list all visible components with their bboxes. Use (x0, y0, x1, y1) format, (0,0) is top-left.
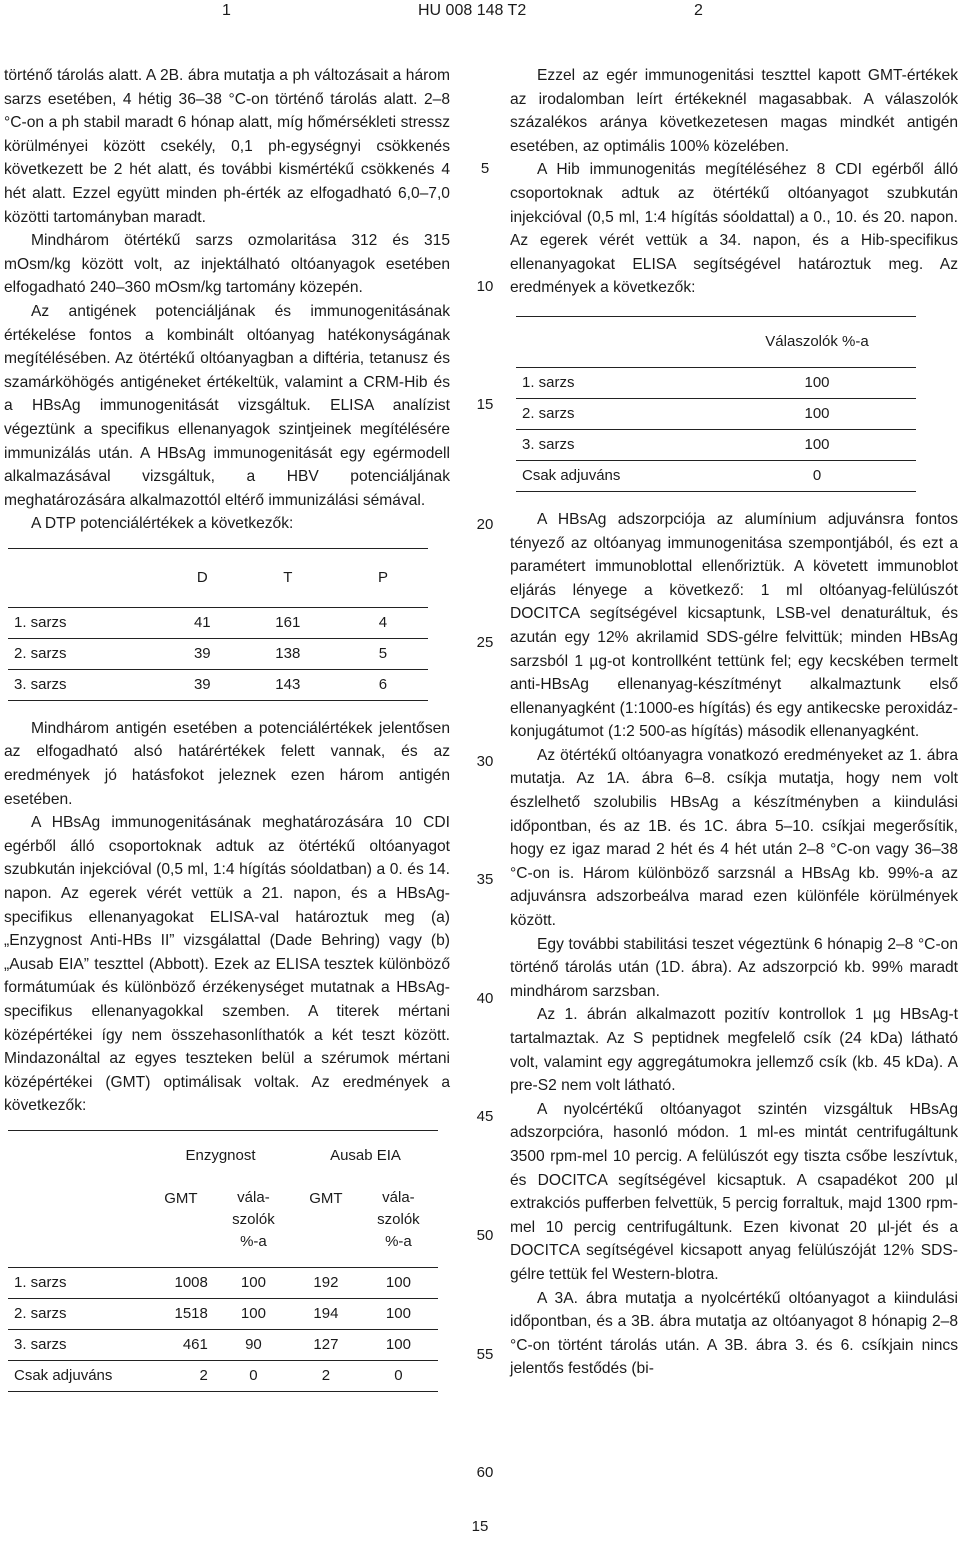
paragraph: A HBsAg adszorpciója az alumínium adjuvánsra fontos tényező az oltóanyag immunogenitása szempontjából, és ezt a paramétert immunoblottal ellenőriztük. A követett immunoblot eljárás lényege a következő: 1 ml oltóanyag-felülúszót DOCITCA segítségével kicsaptunk, LSB-vel denaturáltuk, és azután egy 12% akrilamid SDS-gélre felvittük; minden HBsAg sarzsból 1 µg-ot kontrollként tettünk fel; egy kecskében termelt anti-HBsAg ellenanyag-készítményt alkalmaztunk első ellenanyagként (1:1000-es hígítás) és egy antikecske peroxidáz-konjugátumot (1:2 500-as hígítás) második ellenanyagként. (510, 510, 958, 741)
group-header-enzygnost: Enzygnost (148, 1130, 293, 1181)
column-header-p: P (338, 548, 428, 607)
cell-responders: 100 (718, 367, 916, 398)
table-row (8, 669, 428, 700)
table-header-row (8, 1181, 438, 1268)
paragraph: Mindhárom antigén esetében a potenciálértékek jelentősen az elfogadható alsó határértékek felett vannak, és az eredmények jó hatásfokot jeleznek ezen három antigén esetében. (4, 719, 450, 808)
cell-ausab-gmt: 192 (293, 1267, 359, 1298)
cell-ausab-responders: 100 (359, 1329, 438, 1360)
header-document-id: HU 008 148 T2 (418, 2, 527, 19)
paragraph: A DTP potenciálértékek a következők: (31, 515, 294, 533)
cell-ausab-gmt: 194 (293, 1298, 359, 1329)
column-header-responders: Válaszolók %-a (718, 316, 916, 367)
line-number: 35 (476, 871, 494, 888)
cell-d: 39 (167, 638, 238, 669)
cell-enzygnost-responders: 90 (214, 1329, 293, 1360)
paragraph: Egy további stabilitási teszet végeztünk 6 hónapig 2–8 °C-on történő tárolás után (1D. ábra). Az adszorpció kb. 99% maradt mindhárom sarzsban. (510, 935, 958, 1000)
row-label: 1. sarzs (8, 1267, 148, 1298)
table-row (8, 1267, 438, 1298)
row-label: 1. sarzs (8, 607, 167, 638)
cell-p: 4 (338, 607, 428, 638)
line-number: 45 (476, 1108, 494, 1125)
table-row (8, 1360, 438, 1391)
row-label: 2. sarzs (8, 1298, 148, 1329)
table-row (8, 638, 428, 669)
cell-enzygnost-responders: 0 (214, 1360, 293, 1391)
paragraph: Az 1. ábrán alkalmazott pozitív kontrollok 1 µg HBsAg-t tartalmaztak. Az S peptidnek megfelelő csík (24 kDa) látható volt, valamint egy aggregátumokra jellemző csík (kb. 45 kDa). A pre-S2 nem volt látható. (510, 1006, 958, 1095)
row-label: 2. sarzs (516, 398, 718, 429)
cell-responders: 100 (718, 429, 916, 460)
table-row (516, 429, 916, 460)
cell-ausab-responders: 100 (359, 1267, 438, 1298)
column-header-t: T (238, 548, 338, 607)
table-row (516, 367, 916, 398)
dtp-potency-table (8, 548, 428, 701)
row-label: 3. sarzs (8, 1329, 148, 1360)
row-label: 3. sarzs (516, 429, 718, 460)
cell-d: 39 (167, 669, 238, 700)
header-left-page-number: 1 (222, 2, 231, 19)
cell-enzygnost-gmt: 461 (148, 1329, 214, 1360)
table-row (8, 1329, 438, 1360)
table-row (516, 460, 916, 491)
cell-enzygnost-gmt: 1008 (148, 1267, 214, 1298)
right-column (510, 64, 958, 1381)
column-header-responders: vála- szolók %-a (377, 1188, 420, 1250)
cell-t: 143 (238, 669, 338, 700)
column-header-gmt: GMT (164, 1189, 198, 1207)
table-header-row (8, 548, 428, 607)
paragraph: A HBsAg immunogenitásának meghatározására 10 CDI egérből álló csoportoknak adtuk az ötértékű oltóanyagot szubkután injekcióval (0,5 ml, 1:4 hígítás sóoldatban) a 0. és 14. napon. Az egerek vérét vettük a 21. napon, és a HBsAg-specifikus ellenanyagokat ELISA-val határoztuk meg (a) „Enzygnost Anti-HBs II” vizsgálattal (Dade Behring) vagy (b) „Ausab EIA” teszttel (Abbott). Ezek az ELISA tesztek különböző formátumúak és különböző érzékenységet mutatnak a HBsAg-specifikus ellenanyagokkal szemben. A titerek mértani középértékei így nem összehasonlíthatók a két teszt között. Mindazonáltal az egyes teszteken belül a szérumok mértani középértékei (GMT) optimálisak voltak. Az eredmények a következők: (4, 814, 450, 1115)
cell-ausab-gmt: 127 (293, 1329, 359, 1360)
row-label: 1. sarzs (516, 367, 718, 398)
cell-enzygnost-responders: 100 (214, 1298, 293, 1329)
hib-responders-table (516, 316, 916, 492)
paragraph: Ezzel az egér immunogenitási teszttel kapott GMT-értékek az irodalomban leírt értékeknél magasabbak. A válaszolók százalékos aránya következetesen magas mindkét antigén esetében, az optimális 100% közelében. (510, 67, 958, 155)
group-header-ausab: Ausab EIA (293, 1130, 438, 1181)
column-header-d: D (167, 548, 238, 607)
hbsag-immunogenicity-table (8, 1130, 438, 1392)
line-number: 30 (476, 753, 494, 770)
row-label: Csak adjuváns (516, 460, 718, 491)
table-row (516, 398, 916, 429)
row-label: Csak adjuváns (8, 1360, 148, 1391)
cell-ausab-gmt: 2 (293, 1360, 359, 1391)
table-row (8, 607, 428, 638)
cell-t: 138 (238, 638, 338, 669)
paragraph: Az ötértékű oltóanyagra vonatkozó eredményeket az 1. ábra mutatja. Az 1A. ábra 6–8. csíkja mutatja, hogy nem volt észlelhető szolubilis HBsAg a készítményben a kiindulási időpontban, és az 1B. és 1C. ábra 5–10. csíkjai megerősítik, hogy ez igaz marad 2 hét és 4 hét után 2–8 °C-on vagy 36–38 °C-on is. Három különböző sarzsnál a HBsAg kb. 99%-a az adjuvánsra adszorbeálva marad ezen különféle körülmények között. (510, 746, 958, 930)
cell-t: 161 (238, 607, 338, 638)
line-number: 20 (476, 516, 494, 533)
paragraph: Mindhárom ötértékű sarzs ozmolaritása 312 és 315 mOsm/kg között volt, az injektálható oltóanyagok esetében elfogadható 240–360 mOsm/kg tartomány közepén. (4, 232, 450, 297)
cell-responders: 100 (718, 398, 916, 429)
line-number: 50 (476, 1227, 494, 1244)
line-number: 55 (476, 1346, 494, 1363)
footer-page-number: 15 (471, 1518, 489, 1535)
row-label: 2. sarzs (8, 638, 167, 669)
line-number: 25 (476, 634, 494, 651)
cell-ausab-responders: 100 (359, 1298, 438, 1329)
cell-responders: 0 (718, 460, 916, 491)
table-row (8, 1298, 438, 1329)
paragraph: A Hib immunogenitás megítéléséhez 8 CDI egérből álló csoportoknak adtuk az ötértékű oltóanyagot szubkután injekcióval (0,5 ml, 1:4 hígítás sóoldattal) a 0., 10. és 20. napon. Az egerek vérét vettük a 34. napon, és a Hib-specifikus ellenanyagokat ELISA segítségével határoztuk meg. Az eredmények a következők: (510, 161, 958, 297)
table-header-row (516, 316, 916, 367)
line-number: 5 (480, 160, 490, 177)
paragraph: A nyolcértékű oltóanyagot szintén vizsgáltuk HBsAg adszorpcióra, hasonló módon. 1 ml-es mintát centrifugáltunk 3500 rpm-mel 10 percig. A felülúszót egy tiszta csőbe leszívtuk, és DOCITCA segítségével kicsaptuk. A csapadékot 200 µl extrakciós pufferben felvettük, 5 percig forraltuk, majd 1300 rpm-mel 10 percig centrifugáltunk. Ezen kivonat 20 µl-jét és a DOCITCA segítségével kicsapott anyag felülúszóját 12% SDS-gélre tettük fel Western-blotra. (510, 1100, 958, 1283)
line-number: 15 (476, 396, 494, 413)
header-right-page-number: 2 (694, 2, 703, 19)
line-number: 40 (476, 990, 494, 1007)
cell-p: 5 (338, 638, 428, 669)
table-group-header-row (8, 1130, 438, 1181)
cell-ausab-responders: 0 (359, 1360, 438, 1391)
cell-enzygnost-gmt: 2 (148, 1360, 214, 1391)
paragraph: A 3A. ábra mutatja a nyolcértékű oltóanyagot a kiindulási időpontban, és a 3B. ábra mutatja az oltóanyagot 8 hónapig 2–8 °C-on történt tárolás után. A 3B. ábra 3. és 6. csíkjain nincs jelentős festődés (bi- (510, 1289, 958, 1378)
cell-enzygnost-gmt: 1518 (148, 1298, 214, 1329)
cell-p: 6 (338, 669, 428, 700)
column-header-responders: vála- szolók %-a (232, 1188, 275, 1250)
line-number: 10 (476, 278, 494, 295)
cell-enzygnost-responders: 100 (214, 1267, 293, 1298)
column-header-gmt: GMT (309, 1189, 343, 1207)
cell-d: 41 (167, 607, 238, 638)
line-number: 60 (476, 1464, 494, 1481)
paragraph: történő tárolás alatt. A 2B. ábra mutatja a ph változásait a három sarzs esetében, 4 hétig 36–38 °C-on történő tárolás alatt. 2–8 °C-on a ph stabil maradt 6 hónap alatt, míg hőmérsékleti stressz körülményei között csekély, 0,1 ph-egységnyi csökkenés következett be 2 hét alatt, és további kismértékű csökkenés 4 hét alatt. Ezzel együtt minden ph-érték az elfogadható 6,0–7,0 közötti tartományban maradt. (4, 67, 450, 226)
paragraph: Az antigének potenciáljának és immunogenitásának értékelése fontos a kombinált oltóanyag hatékonyságának megítélésében. Az ötértékű oltóanyagban a diftéria, tetanusz és szamárköhögés antigéneket értékeltük, valamint a CRM-Hib és a HBsAg immunogenitását vizsgáltuk. ELISA analízist végeztünk a specifikus ellenanyagok szintjeinek megítélésére immunizálás után. A HBsAg immunogenitását egy egérmodell alkalmazásával vizsgáltuk, a HBV potenciáljának meghatározására alkalmazottól eltérő immunizálási sémával. (4, 302, 450, 509)
row-label: 3. sarzs (8, 669, 167, 700)
left-column (4, 64, 450, 1392)
